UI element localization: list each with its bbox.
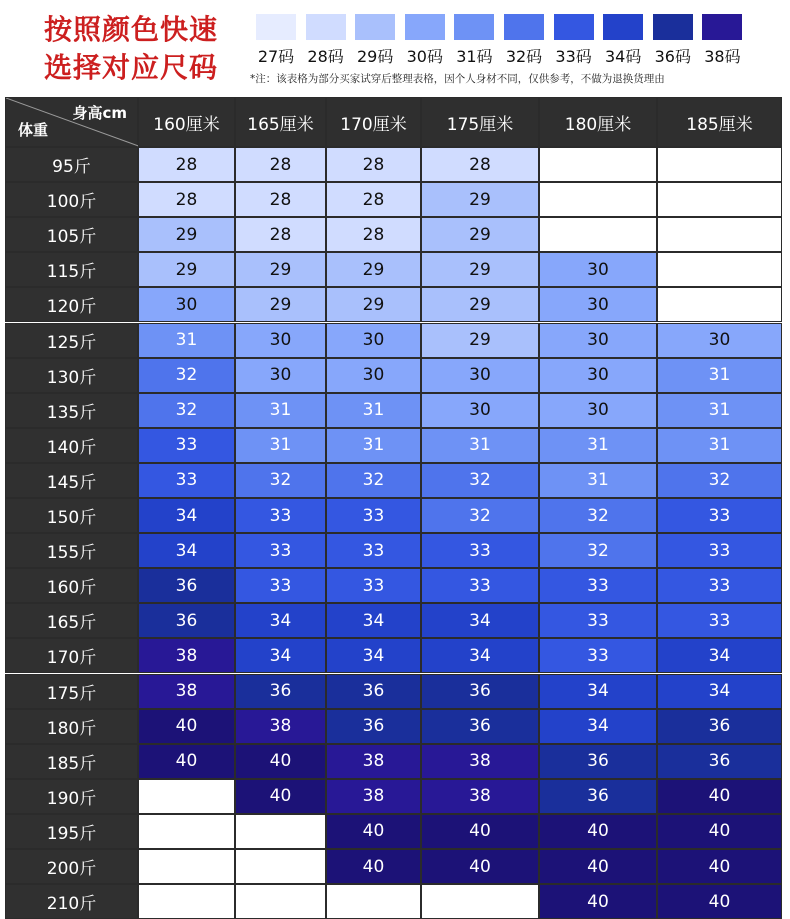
size-cell: 40 xyxy=(539,849,657,884)
size-cell: 38 xyxy=(421,744,539,779)
size-cell: 30 xyxy=(138,287,235,322)
size-cell: 29 xyxy=(421,217,539,252)
weight-row-label: 190斤 xyxy=(5,779,138,814)
weight-row-label: 125斤 xyxy=(5,323,138,358)
size-cell: 32 xyxy=(539,498,657,533)
height-column-header: 165厘米 xyxy=(235,97,326,147)
size-cell: 30 xyxy=(421,393,539,428)
size-cell: 28 xyxy=(326,217,421,252)
table-corner-header xyxy=(5,97,138,147)
size-cell: 30 xyxy=(539,393,657,428)
size-cell: 33 xyxy=(235,498,326,533)
empty-cell xyxy=(539,217,657,252)
weight-row-label: 105斤 xyxy=(5,217,138,252)
legend-label: 36码 xyxy=(654,47,691,66)
legend-label: 31码 xyxy=(456,47,493,66)
size-cell: 40 xyxy=(326,814,421,849)
size-cell: 32 xyxy=(539,533,657,568)
weight-row-label: 150斤 xyxy=(5,498,138,533)
size-cell: 40 xyxy=(138,709,235,744)
size-cell: 33 xyxy=(138,428,235,463)
size-cell: 33 xyxy=(235,533,326,568)
size-cell: 34 xyxy=(539,709,657,744)
weight-row-label: 170斤 xyxy=(5,638,138,673)
size-cell: 30 xyxy=(539,358,657,393)
weight-row-label: 140斤 xyxy=(5,428,138,463)
size-cell: 29 xyxy=(421,323,539,358)
empty-cell xyxy=(657,217,782,252)
size-cell: 40 xyxy=(539,814,657,849)
size-cell: 29 xyxy=(326,252,421,287)
size-cell: 38 xyxy=(326,779,421,814)
empty-cell xyxy=(326,884,421,919)
weight-row-label: 200斤 xyxy=(5,849,138,884)
size-cell: 33 xyxy=(657,603,782,638)
empty-cell xyxy=(539,182,657,217)
size-cell: 36 xyxy=(539,744,657,779)
empty-cell xyxy=(657,147,782,182)
size-cell: 33 xyxy=(657,498,782,533)
size-cell: 33 xyxy=(539,603,657,638)
size-cell: 36 xyxy=(235,674,326,709)
weight-row-label: 95斤 xyxy=(5,147,138,182)
size-cell: 38 xyxy=(138,638,235,673)
size-cell: 40 xyxy=(421,849,539,884)
weight-row-label: 175斤 xyxy=(5,674,138,709)
height-axis-label: 身高cm xyxy=(72,104,127,122)
size-cell: 33 xyxy=(539,568,657,603)
empty-cell xyxy=(539,147,657,182)
empty-cell xyxy=(235,849,326,884)
empty-cell xyxy=(657,252,782,287)
size-cell: 28 xyxy=(138,147,235,182)
size-cell: 34 xyxy=(657,638,782,673)
size-cell: 31 xyxy=(138,323,235,358)
size-cell: 36 xyxy=(421,674,539,709)
size-cell: 29 xyxy=(421,182,539,217)
weight-row-label: 160斤 xyxy=(5,568,138,603)
size-cell: 36 xyxy=(657,709,782,744)
size-cell: 34 xyxy=(657,674,782,709)
size-cell: 33 xyxy=(138,463,235,498)
size-cell: 33 xyxy=(539,638,657,673)
size-cell: 40 xyxy=(138,744,235,779)
size-cell: 36 xyxy=(138,568,235,603)
size-cell: 40 xyxy=(539,884,657,919)
size-cell: 32 xyxy=(421,498,539,533)
legend-label: 27码 xyxy=(257,47,295,66)
empty-cell xyxy=(657,287,782,322)
size-cell: 32 xyxy=(326,463,421,498)
height-column-header: 160厘米 xyxy=(138,97,235,147)
size-cell: 34 xyxy=(138,498,235,533)
legend-label: 33码 xyxy=(555,47,592,66)
size-cell: 30 xyxy=(326,358,421,393)
size-cell: 36 xyxy=(539,779,657,814)
size-cell: 30 xyxy=(539,252,657,287)
size-cell: 33 xyxy=(421,568,539,603)
size-cell: 40 xyxy=(421,814,539,849)
size-cell: 32 xyxy=(421,463,539,498)
size-cell: 40 xyxy=(326,849,421,884)
page-title-line1: 按照颜色快速 xyxy=(44,13,219,46)
height-column-header: 180厘米 xyxy=(539,97,657,147)
size-cell: 40 xyxy=(235,779,326,814)
weight-row-label: 195斤 xyxy=(5,814,138,849)
weight-row-label: 145斤 xyxy=(5,463,138,498)
empty-cell xyxy=(138,779,235,814)
size-cell: 29 xyxy=(421,287,539,322)
empty-cell xyxy=(138,814,235,849)
size-cell: 28 xyxy=(421,147,539,182)
size-cell: 32 xyxy=(138,393,235,428)
size-cell: 33 xyxy=(326,533,421,568)
size-cell: 40 xyxy=(235,744,326,779)
height-column-header: 175厘米 xyxy=(421,97,539,147)
legend-label: 34码 xyxy=(605,47,642,66)
size-cell: 31 xyxy=(235,428,326,463)
empty-cell xyxy=(657,182,782,217)
size-cell: 34 xyxy=(539,674,657,709)
size-cell: 40 xyxy=(657,849,782,884)
size-cell: 36 xyxy=(326,709,421,744)
size-cell: 34 xyxy=(421,638,539,673)
size-cell: 36 xyxy=(657,744,782,779)
legend-label: 29码 xyxy=(357,47,394,66)
height-column-header: 185厘米 xyxy=(657,97,782,147)
empty-cell xyxy=(138,884,235,919)
empty-cell xyxy=(421,884,539,919)
size-cell: 31 xyxy=(539,428,657,463)
size-cell: 33 xyxy=(235,568,326,603)
size-cell: 30 xyxy=(539,287,657,322)
size-cell: 29 xyxy=(235,287,326,322)
size-cell: 33 xyxy=(657,533,782,568)
size-cell: 30 xyxy=(657,323,782,358)
legend-label: 28码 xyxy=(307,47,344,66)
weight-axis-label: 体重 xyxy=(18,121,49,139)
size-cell: 29 xyxy=(235,252,326,287)
size-cell: 40 xyxy=(657,814,782,849)
weight-row-label: 155斤 xyxy=(5,533,138,568)
size-cell: 34 xyxy=(235,603,326,638)
size-cell: 33 xyxy=(421,533,539,568)
size-cell: 33 xyxy=(657,568,782,603)
size-cell: 32 xyxy=(235,463,326,498)
size-cell: 30 xyxy=(326,323,421,358)
size-cell: 30 xyxy=(235,323,326,358)
disclaimer-note: *注：该表格为部分买家试穿后整理表格，因个人身材不同，仅供参考，不做为退换货理由 xyxy=(250,73,665,85)
size-cell: 31 xyxy=(421,428,539,463)
size-cell: 31 xyxy=(326,393,421,428)
size-cell: 31 xyxy=(657,358,782,393)
size-cell: 38 xyxy=(138,674,235,709)
size-cell: 40 xyxy=(657,779,782,814)
size-cell: 38 xyxy=(235,709,326,744)
size-cell: 31 xyxy=(326,428,421,463)
size-cell: 31 xyxy=(657,428,782,463)
size-cell: 29 xyxy=(326,287,421,322)
legend-label: 32码 xyxy=(505,47,543,66)
size-cell: 32 xyxy=(657,463,782,498)
size-cell: 34 xyxy=(421,603,539,638)
weight-row-label: 135斤 xyxy=(5,393,138,428)
size-cell: 29 xyxy=(138,252,235,287)
legend-label: 30码 xyxy=(406,47,443,66)
weight-row-label: 130斤 xyxy=(5,358,138,393)
size-cell: 34 xyxy=(138,533,235,568)
empty-cell xyxy=(138,849,235,884)
weight-row-label: 180斤 xyxy=(5,709,138,744)
size-cell: 33 xyxy=(326,568,421,603)
size-cell: 40 xyxy=(657,884,782,919)
size-cell: 30 xyxy=(421,358,539,393)
empty-cell xyxy=(235,884,326,919)
size-cell: 34 xyxy=(235,638,326,673)
weight-row-label: 210斤 xyxy=(5,884,138,919)
size-cell: 36 xyxy=(326,674,421,709)
size-cell: 31 xyxy=(657,393,782,428)
size-cell: 30 xyxy=(539,323,657,358)
size-cell: 33 xyxy=(326,498,421,533)
size-cell: 28 xyxy=(235,147,326,182)
size-cell: 29 xyxy=(138,217,235,252)
size-cell: 34 xyxy=(326,638,421,673)
size-cell: 31 xyxy=(539,463,657,498)
legend-label: 38码 xyxy=(704,47,741,66)
size-cell: 31 xyxy=(235,393,326,428)
weight-row-label: 165斤 xyxy=(5,603,138,638)
size-cell: 28 xyxy=(235,182,326,217)
size-cell: 32 xyxy=(138,358,235,393)
size-cell: 28 xyxy=(326,147,421,182)
size-cell: 38 xyxy=(326,744,421,779)
weight-row-label: 120斤 xyxy=(5,287,138,322)
size-cell: 36 xyxy=(421,709,539,744)
size-cell: 34 xyxy=(326,603,421,638)
size-cell: 30 xyxy=(235,358,326,393)
size-cell: 28 xyxy=(235,217,326,252)
size-cell: 38 xyxy=(421,779,539,814)
weight-row-label: 185斤 xyxy=(5,744,138,779)
size-cell: 28 xyxy=(138,182,235,217)
weight-row-label: 100斤 xyxy=(5,182,138,217)
size-cell: 29 xyxy=(421,252,539,287)
size-cell: 36 xyxy=(138,603,235,638)
size-cell: 28 xyxy=(326,182,421,217)
page-title-line2: 选择对应尺码 xyxy=(44,51,219,84)
weight-row-label: 115斤 xyxy=(5,252,138,287)
height-column-header: 170厘米 xyxy=(326,97,421,147)
empty-cell xyxy=(235,814,326,849)
